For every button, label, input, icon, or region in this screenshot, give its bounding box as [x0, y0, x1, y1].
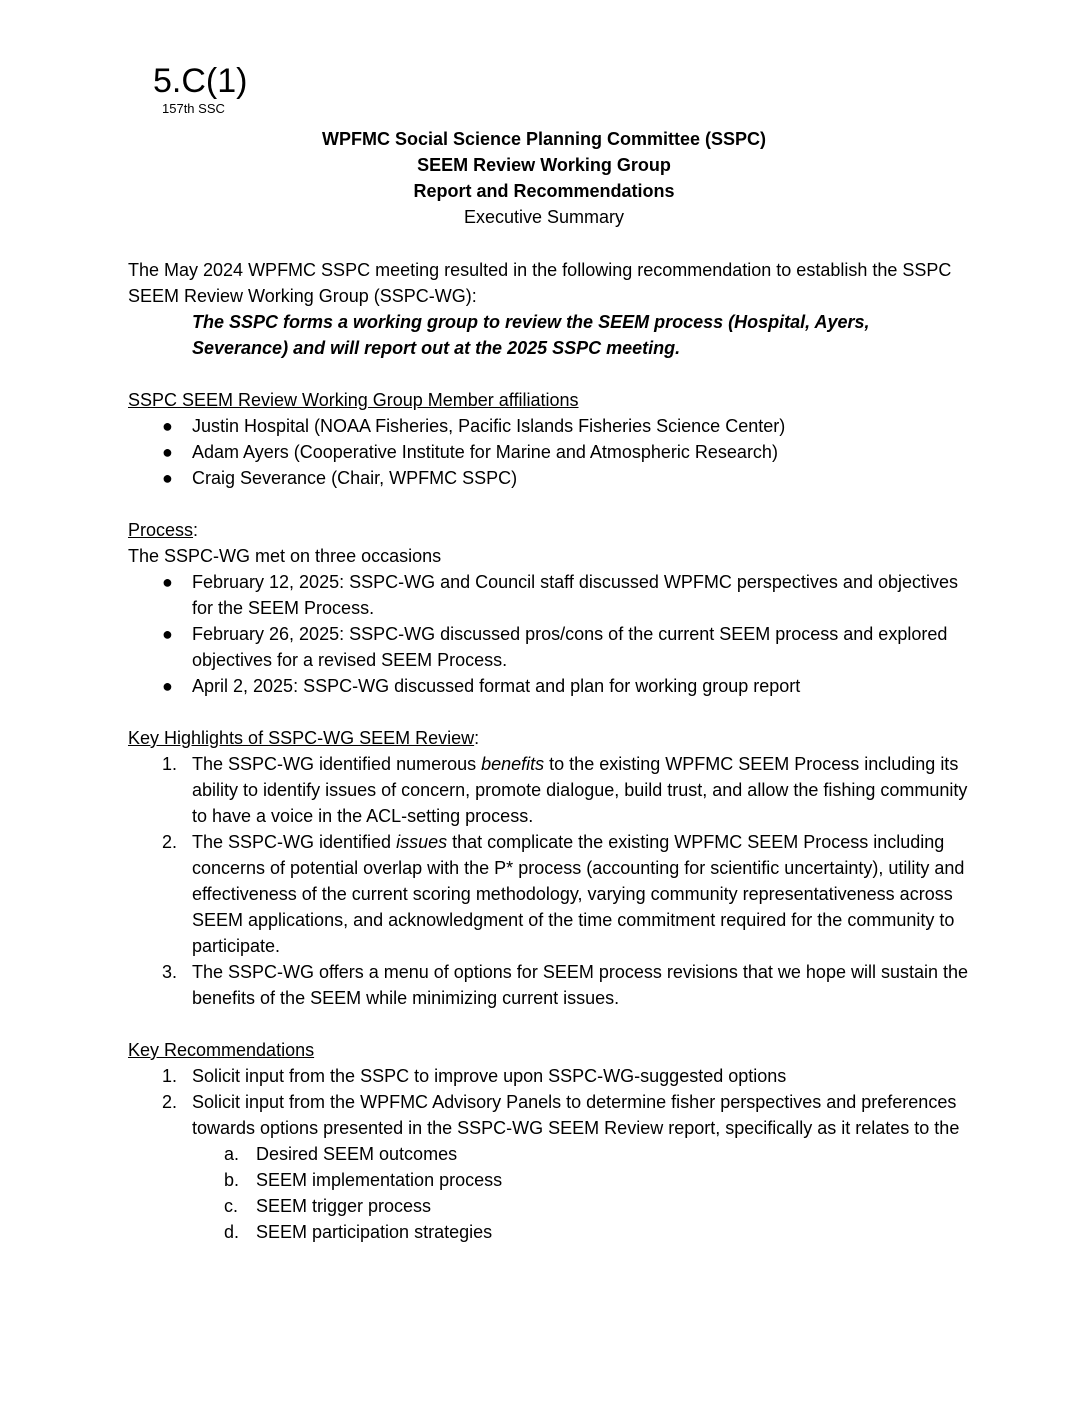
process-item: ● February 26, 2025: SSPC-WG discussed pros/cons of the current SEEM process and explored objectives for a revised SEEM Process. — [128, 621, 968, 673]
bullet-icon: ● — [162, 468, 173, 488]
bullet-icon: ● — [162, 676, 173, 696]
title-executive-summary: Executive Summary — [463, 207, 625, 227]
member-item: ● Justin Hospital (NOAA Fisheries, Pacific Islands Fisheries Science Center) — [128, 413, 968, 439]
highlight-item: 3. The SSPC-WG offers a menu of options for SEEM process revisions that we hope will sustain the benefits of the SEEM while minimizing current issues. — [162, 962, 969, 1008]
highlights-list — [128, 751, 968, 1011]
process-list — [128, 569, 968, 699]
recommendation-quote: The SSPC forms a working group to review the SEEM process (Hospital, Ayers, Severance) and will report out at the 2025 SSPC meeting. — [192, 312, 870, 358]
recommendation-subitem: a. Desired SEEM outcomes — [224, 1144, 458, 1164]
recommendation-subitem: c. SEEM trigger process — [224, 1196, 432, 1216]
title-committee: WPFMC Social Science Planning Committee (SSPC) — [321, 129, 767, 149]
recommendation-item: 2. Solicit input from the WPFMC Advisory Panels to determine fisher perspectives and preferences towards options presented in the SSPC-WG SEEM Review report, specifically as it relates to the — [162, 1092, 960, 1138]
bullet-icon: ● — [162, 572, 173, 592]
meeting-label: 157th SSC — [162, 101, 225, 116]
recommendation-subitem: d. SEEM participation strategies — [224, 1222, 493, 1242]
member-item: ● Adam Ayers (Cooperative Institute for Marine and Atmospheric Research) — [128, 439, 968, 465]
process-text: The SSPC-WG met on three occasions — [128, 546, 442, 566]
process-item: ● April 2, 2025: SSPC-WG discussed format and plan for working group report — [128, 673, 968, 699]
recommendation-subitems-list — [128, 1141, 968, 1245]
bullet-icon: ● — [162, 442, 173, 462]
recommendation-subitem: b. SEEM implementation process — [224, 1170, 503, 1190]
recommendations-list — [128, 1063, 968, 1141]
members-heading: SSPC SEEM Review Working Group Member affiliations — [128, 390, 579, 410]
process-heading: Process: — [128, 520, 199, 540]
document-body — [128, 257, 968, 1245]
highlight-item: 2. The SSPC-WG identified issues that complicate the existing WPFMC SEEM Process including concerns of potential overlap with the P* process (accounting for scientific uncertainty), utility and effectiveness of the current scoring methodology, varying community representativeness across SEEM applications, and acknowledgment of the time commitment required for the community to participate. — [162, 832, 965, 956]
recommendations-heading: Key Recommendations — [128, 1040, 315, 1060]
highlight-item: 1. The SSPC-WG identified numerous benefits to the existing WPFMC SEEM Process including its ability to identify issues of concern, promote dialogue, build trust, and allow the fishing community to have a voice in the ACL-setting process. — [162, 754, 968, 826]
highlights-heading: Key Highlights of SSPC-WG SEEM Review: — [128, 728, 480, 748]
recommendation-item: 1. Solicit input from the SSPC to improve upon SSPC-WG-suggested options — [162, 1066, 787, 1086]
member-item: ● Craig Severance (Chair, WPFMC SSPC) — [128, 465, 968, 491]
members-list — [128, 413, 968, 491]
bullet-icon: ● — [162, 624, 173, 644]
title-working-group: SEEM Review Working Group — [417, 155, 671, 175]
bullet-icon: ● — [162, 416, 173, 436]
agenda-item-number: 5.C(1) — [153, 62, 248, 100]
process-item: ● February 12, 2025: SSPC-WG and Council staff discussed WPFMC perspectives and objectives for the SEEM Process. — [128, 569, 968, 621]
intro-paragraph: The May 2024 WPFMC SSPC meeting resulted in the following recommendation to establish the SSPC SEEM Review Working Group (SSPC-WG): — [128, 260, 952, 306]
title-report: Report and Recommendations — [413, 181, 675, 201]
